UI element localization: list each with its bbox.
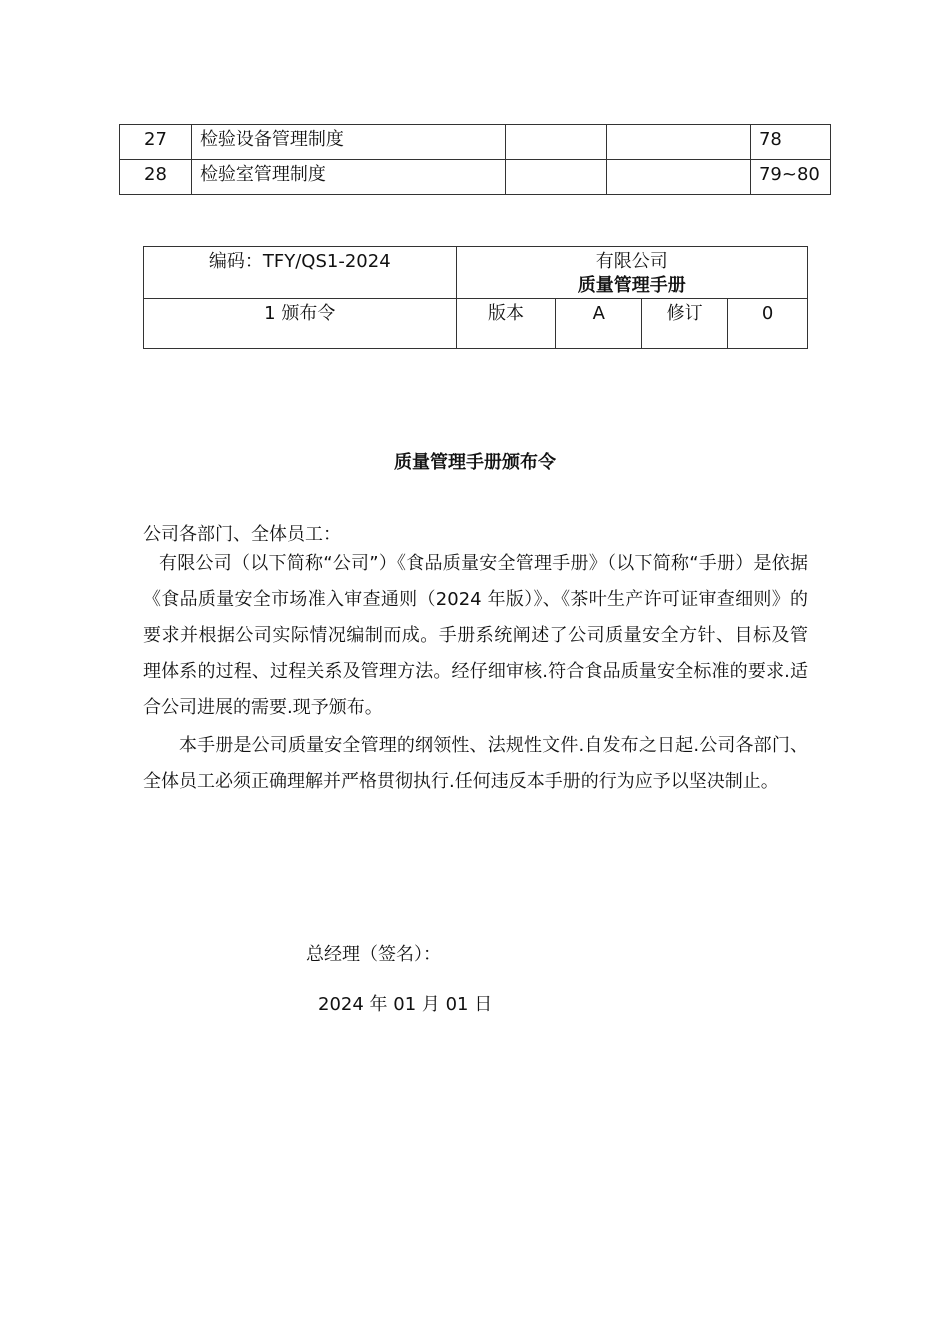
version-label: 版本: [456, 299, 556, 349]
revision-value: 0: [728, 299, 808, 349]
document-title: 质量管理手册颁布令: [394, 452, 556, 473]
issue-date: 2024 年 01 月 01 日: [318, 994, 493, 1015]
company-header: [456, 247, 807, 299]
document-code: 编码：TFY/QS1-2024: [144, 247, 457, 299]
salutation: 公司各部门、全体员工：: [143, 524, 341, 545]
table-row: [120, 160, 831, 195]
version-value: A: [556, 299, 642, 349]
paragraph-1: 有限公司（以下简称“公司”）《食品质量安全管理手册》（以下简称“手册）是依据《食品质量安全市场准入审查通则（2024 年版）》、《茶叶生产许可证审查细则》的要求并根据公司实际情况编制而成。手册系统阐述了公司质量安全方针、目标及管理体系的过程、过程关系及管理方法。经仔细审核.符合食品质量安全标准的要求.适合公司进展的需要.现予颁布。: [143, 553, 808, 718]
toc-no: 27: [120, 125, 192, 160]
signature-label: 总经理（签名）：: [306, 944, 441, 965]
toc-page: 79~80: [750, 160, 830, 195]
paragraph-2: 本手册是公司质量安全管理的纲领性、法规性文件.自发布之日起.公司各部门、全体员工必须正确理解并严格贯彻执行.任何违反本手册的行为应予以坚决制止。: [143, 735, 808, 792]
manual-title: 质量管理手册: [577, 275, 686, 296]
toc-cell: [607, 160, 751, 195]
toc-title: 检验设备管理制度: [191, 125, 505, 160]
toc-cell: [607, 125, 751, 160]
toc-page: 78: [750, 125, 830, 160]
section-name: 1 颁布令: [144, 299, 457, 349]
revision-label: 修订: [642, 299, 728, 349]
toc-no: 28: [120, 160, 192, 195]
toc-title: 检验室管理制度: [191, 160, 505, 195]
toc-cell: [506, 125, 607, 160]
document-header-table: [143, 246, 808, 349]
table-row: [120, 125, 831, 160]
toc-table: [119, 124, 831, 195]
company-name: 有限公司: [595, 251, 668, 272]
toc-cell: [506, 160, 607, 195]
